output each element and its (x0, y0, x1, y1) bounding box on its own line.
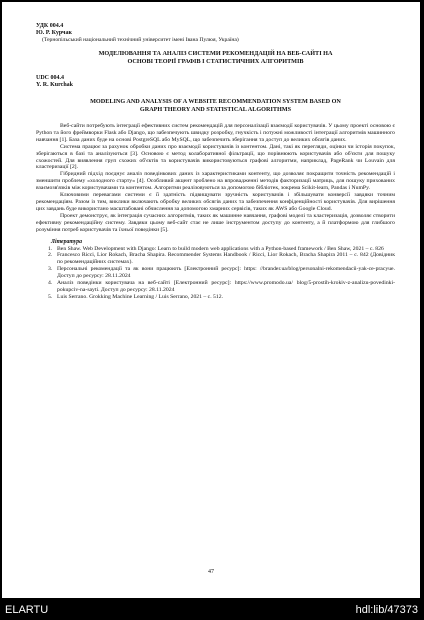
paragraph-4: Ключовими перевагами системи є її здатність підвищувати зручність користувачів і збільшувати конверсії завдяки точним рекомендаціям. Разом із тим, виклики включають обробку великих обсягів даних та забезпечення конфіденційності користувачів. Для вирішення цих завдань буде використано масштабовані обчислення за допомогою хмарних сервісів, таких як AWS або Google Cloud. (36, 192, 395, 212)
udc-ua: УДК 004.4 (36, 23, 64, 29)
footer-repository-name: ELARTU (5, 604, 49, 616)
title-ua (36, 50, 395, 65)
paragraph-3: Гібридний підхід поєднує аналіз поведінкових даних із характеристиками контенту, що дозволяє покращити точність рекомендацій і зменшити проблему «холодного старту» [4]. Особливий акцент зроблено на впровадженні методів факторизації матриць, для пошуку прихованих взаємозв'язків між користувачами та контентом. Алгоритми реалізовуються за допомогою бібліотек, зокрема Scikit-learn, Pandas і NumPy. (36, 171, 395, 192)
reference-item: 3. Персональні рекомендації та як вони працюють [Електронний ресурс]: https: //brander.ua/blog/personalni-rekomendacii-yak-ce-pracyue. Доступ до ресурсу: 28.11.2024 (48, 266, 395, 280)
reference-item: 1. Ben Shaw. Web Development with Django: Learn to build modern web applications with a Python-based framework / Ben Shaw, 2021 – c. 826 (48, 245, 384, 252)
affiliation-ua: (Тернопільський національний технічний університет імені Івана Пулюя, Україна) (42, 37, 239, 43)
paragraph-2: Система працює за рахунок обробки даних про взаємодії користувачів із контентом. Дані, такі як перегляди, оцінки чи історія покупок, зберігаються в базі та аналізуються [3]. Основою є метод колаборативної фільтрації, що порівнюють користувачів або об'єкти для пошуку схожостей. Для виявлення груп схожих об'єктів та користувачів використовуються графові алгоритми, наприклад, PageRank чи Louvain для кластеризації [2]. (36, 143, 395, 171)
title-en-line2: GRAPH THEORY AND STATISTICAL ALGORITHMS (139, 105, 292, 113)
page-number: 47 (208, 569, 214, 575)
reference-item: 4. Аналіз поведінки користувача на веб-сайті [Електронний ресурс]: https://www.promodo.ua/ blog/5-prostih-krokiv-z-analizu-povedinki-pokupciv-na-sayti. Доступ до ресурсу: 28.11.2024 (48, 280, 395, 293)
reference-item: 2. Francesco Ricci, Lior Rokach, Bracha Shapira. Recommender Systems Handbook / Ricci, Lior Rokach, Bracha Shapira 2011 – c. 842 (Довідник по рекомендаційних системах). (48, 252, 395, 266)
repository-footer (0, 601, 424, 620)
document-page (2, 2, 420, 598)
author-en: Y. R. Kurchak (36, 82, 74, 88)
paragraph-5: Проект демонструє, як інтеграція сучасних алгоритмів, таких як машинне навчання, графові моделі та кластеризація, дозволяє створити ефективну рекомендаційну систему. Завдяки цьому веб-сайт стає не лише інструментом доступу до контенту, а й платформою для глибшого розуміння потреб користувачів та їхньої поведінки [5]. (36, 212, 395, 233)
author-ua: Ю. Р. Курчак (36, 30, 72, 36)
paragraph-1: Веб-сайти потребують інтеграції ефективних систем рекомендацій для персоналізації взаємодії користувачів. У цьому проекті основою є Python та його фреймворки Flask або Django, що забезпечують швидку розробку, гнучкість і потужні можливості інтеграції алгоритмів машинного навчання [1]. База даних буде на основі PostgreSQL або MySQL, що забезпечить зберігання та доступ до великих обсягів даних. (36, 123, 395, 143)
title-ua-line1: МОДЕЛЮВАННЯ ТА АНАЛІЗ СИСТЕМИ РЕКОМЕНДАЦІЙ НА ВЕБ-САЙТІ НА (98, 50, 333, 57)
references-heading: Література (51, 238, 83, 245)
title-ua-line2: ОСНОВІ ТЕОРІЇ ГРАФІВ І СТАТИСТИЧНИХ АЛГОРИТМІВ (127, 57, 304, 65)
title-en-line1: MODELING AND ANALYSIS OF A WEBSITE RECOMMENDATION SYSTEM BASED ON (90, 98, 341, 105)
title-en (36, 98, 395, 113)
udc-en: UDC 004.4 (36, 75, 64, 81)
references-list (36, 246, 395, 301)
reference-item: 5. Luis Serrano. Grokking Machine Learning / Luis Serrano, 2021 – c. 512. (48, 293, 224, 300)
footer-handle: hdl:lib/47373 (355, 604, 418, 616)
